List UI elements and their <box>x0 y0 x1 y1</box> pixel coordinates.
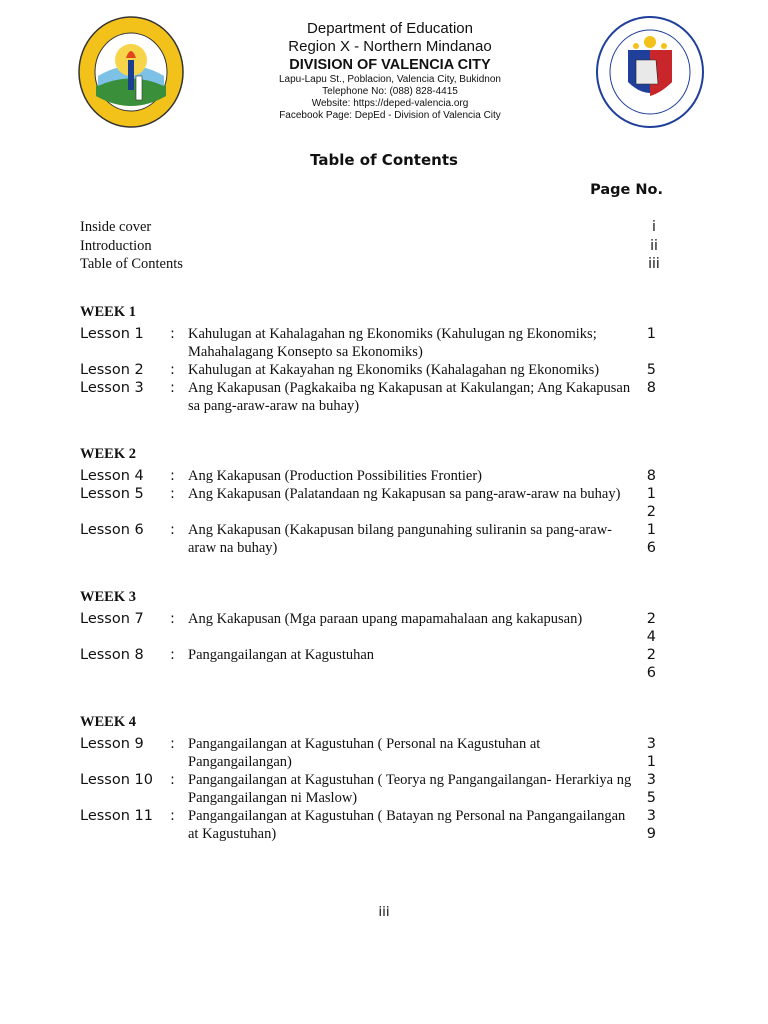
lesson-page <box>634 361 660 379</box>
lesson-row <box>80 771 664 807</box>
lesson-name: Lesson 7 <box>80 611 144 627</box>
lesson-name: Lesson 4 <box>80 468 144 484</box>
week-section <box>80 445 664 557</box>
page-digit: 3 <box>646 808 656 824</box>
page-digit: 4 <box>646 629 656 645</box>
lesson-name: Lesson 5 <box>80 486 144 502</box>
lesson-separator: : <box>170 611 175 627</box>
letterhead <box>200 20 580 122</box>
week-section <box>80 588 664 682</box>
front-matter-page: iii <box>648 256 660 272</box>
week-section <box>80 713 664 843</box>
lesson-page <box>634 610 660 646</box>
footer-page-number: iii <box>378 904 390 920</box>
lesson-title: Ang Kakapusan (Production Possibilities Frontier) <box>188 468 483 484</box>
page-digit: 3 <box>646 772 656 788</box>
lesson-title: Ang Kakapusan (Pagkakaiba ng Kakapusan at Kakulangan; Ang Kakapusan sa pang-araw-araw na buhay) <box>188 380 631 414</box>
lesson-separator: : <box>170 647 175 663</box>
page-digit: 6 <box>646 665 656 681</box>
front-matter-row <box>80 255 664 274</box>
lesson-name: Lesson 6 <box>80 522 144 538</box>
page-digit: 2 <box>646 504 656 520</box>
lesson-page <box>634 771 660 807</box>
division-name: DIVISION OF VALENCIA CITY <box>289 57 491 73</box>
lesson-page <box>634 379 660 397</box>
lesson-row <box>80 521 664 557</box>
front-matter-label: Introduction <box>80 237 152 254</box>
page-digit: 2 <box>646 611 656 627</box>
page-digit: 1 <box>646 486 656 502</box>
facebook-line: Facebook Page: DepEd - Division of Valencia City <box>279 110 501 121</box>
page-digit: 6 <box>646 540 656 556</box>
lesson-page <box>634 521 660 557</box>
toc-title: Table of Contents <box>310 151 458 169</box>
lesson-separator: : <box>170 772 175 788</box>
lesson-name: Lesson 11 <box>80 808 153 824</box>
page-no-header: Page No. <box>590 182 663 198</box>
week-section <box>80 303 664 415</box>
lesson-title: Ang Kakapusan (Kakapusan bilang pangunahing suliranin sa pang-araw-araw na buhay) <box>188 522 612 556</box>
lesson-name: Lesson 9 <box>80 736 144 752</box>
lesson-row <box>80 807 664 843</box>
page-digit: 5 <box>646 362 656 378</box>
lesson-separator: : <box>170 468 175 484</box>
front-matter-label: Inside cover <box>80 219 152 235</box>
lesson-name: Lesson 8 <box>80 647 144 663</box>
deped-seal-logo <box>596 16 704 128</box>
lesson-page <box>634 735 660 771</box>
lesson-title: Pangangailangan at Kagustuhan ( Personal na Kagustuhan at Pangangailangan) <box>188 736 541 770</box>
front-matter-page: i <box>652 219 656 235</box>
lesson-title: Pangangailangan at Kagustuhan <box>188 647 375 663</box>
lesson-title: Kahulugan at Kahalagahan ng Ekonomiks (Kahulugan ng Ekonomiks; Mahahalagang Konsepto sa Ekonomiks) <box>188 326 597 360</box>
lesson-separator: : <box>170 326 175 342</box>
lesson-name: Lesson 3 <box>80 380 144 396</box>
lesson-separator: : <box>170 486 175 502</box>
lesson-page <box>634 325 660 343</box>
region-name: Region X - Northern Mindanao <box>288 38 492 55</box>
lesson-row <box>80 485 664 521</box>
lesson-page <box>634 807 660 843</box>
lesson-title: Ang Kakapusan (Mga paraan upang mapamahalaan ang kakapusan) <box>188 611 583 627</box>
front-matter-row <box>80 218 664 237</box>
page-digit: 3 <box>646 736 656 752</box>
front-matter-label: Table of Contents <box>80 256 183 272</box>
lesson-row <box>80 646 664 682</box>
lesson-name: Lesson 1 <box>80 326 144 342</box>
website-line: Website: https://deped-valencia.org <box>311 98 469 109</box>
lesson-separator: : <box>170 362 175 378</box>
lesson-row <box>80 361 664 379</box>
lesson-separator: : <box>170 808 175 824</box>
page-digit: 1 <box>646 754 656 770</box>
lesson-page <box>634 467 660 485</box>
page-digit: 1 <box>646 522 656 538</box>
lesson-row <box>80 610 664 646</box>
lesson-separator: : <box>170 522 175 538</box>
page-digit: 8 <box>646 468 656 484</box>
lesson-title: Pangangailangan at Kagustuhan ( Teorya ng Pangangailangan- Herarkiya ng Pangangailangan ni Maslow) <box>188 772 632 806</box>
telephone-line: Telephone No: (088) 828-4415 <box>322 86 458 97</box>
week-title: WEEK 1 <box>80 304 136 320</box>
lesson-separator: : <box>170 380 175 396</box>
page-digit: 8 <box>646 380 656 396</box>
lesson-row <box>80 735 664 771</box>
page-digit: 9 <box>646 826 656 842</box>
week-title: WEEK 3 <box>80 589 136 605</box>
lesson-title: Pangangailangan at Kagustuhan ( Batayan ng Personal na Pangangailangan at Kagustuhan) <box>188 808 626 842</box>
address-line: Lapu-Lapu St., Poblacion, Valencia City, Bukidnon <box>279 74 501 85</box>
week-title: WEEK 2 <box>80 446 136 462</box>
lesson-row <box>80 325 664 361</box>
lesson-title: Kahulugan at Kakayahan ng Ekonomiks (Kahalagahan ng Ekonomiks) <box>188 362 600 378</box>
front-matter-list <box>80 218 664 274</box>
lesson-name: Lesson 2 <box>80 362 144 378</box>
page-digit: 2 <box>646 647 656 663</box>
division-seal-logo <box>78 16 184 128</box>
lesson-title: Ang Kakapusan (Palatandaan ng Kakapusan sa pang-araw-araw na buhay) <box>188 486 621 502</box>
lesson-separator: : <box>170 736 175 752</box>
lesson-row <box>80 379 664 415</box>
lesson-name: Lesson 10 <box>80 772 153 788</box>
page-digit: 5 <box>646 790 656 806</box>
page-digit: 1 <box>646 326 656 342</box>
department-name: Department of Education <box>307 20 473 37</box>
front-matter-page: ii <box>650 237 658 254</box>
lesson-page <box>634 646 660 682</box>
front-matter-row <box>80 237 664 256</box>
lesson-row <box>80 467 664 485</box>
week-title: WEEK 4 <box>80 714 136 730</box>
lesson-page <box>634 485 660 521</box>
